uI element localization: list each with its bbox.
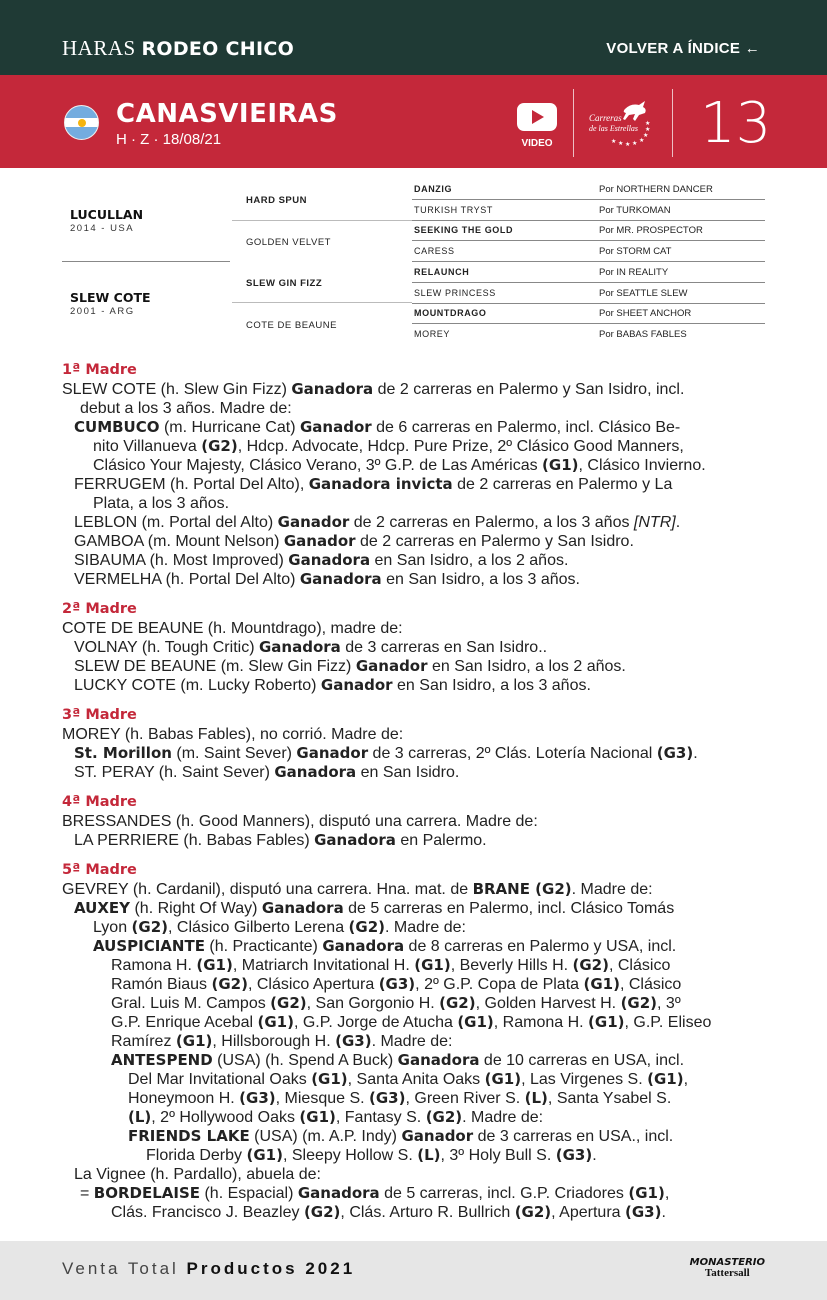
great-grandparent: MOREY (414, 329, 451, 339)
great-grandparent-sire: Por IN REALITY (599, 267, 669, 278)
text-run: Lyon (93, 919, 132, 936)
bold-text: (G2) (620, 994, 658, 1012)
sire-name: LUCULLAN (70, 207, 144, 222)
bold-text: (G2) (439, 994, 476, 1012)
text-run: SLEW COTE (h. Slew Gin Fizz) (62, 381, 292, 398)
text-run: de 3 carreras en USA., incl. (473, 1128, 674, 1145)
svg-text:★: ★ (618, 140, 624, 147)
text-run: VERMELHA (h. Portal Del Alto) (74, 571, 300, 588)
footer-text-light: Venta Total (62, 1259, 187, 1278)
grandparent: GOLDEN VELVET (246, 237, 331, 248)
bold-text: Ganadora (322, 937, 405, 955)
bold-text: (G2) (514, 1203, 552, 1221)
great-grandparent-sire: Por SHEET ANCHOR (599, 308, 692, 319)
section-title: 2ª Madre (62, 601, 137, 617)
divider (412, 199, 765, 200)
svg-text:★: ★ (645, 126, 651, 133)
text-run: , 2º G.P. Copa de Plata (415, 976, 584, 993)
text-run: , 3º Holy Bull S. (440, 1147, 556, 1164)
svg-text:★: ★ (625, 141, 631, 148)
text-run: (m. Saint Sever) (171, 745, 297, 762)
text-run: , (664, 1185, 670, 1202)
text-run: de 2 carreras en Palermo y San Isidro, incl. (373, 381, 685, 398)
bold-text: Ganadora (397, 1051, 480, 1069)
text-line (62, 657, 765, 676)
text-run: Clásico Your Majesty, Clásico Verano, 3º G.P. de Las Américas (93, 457, 543, 474)
text-run: ST. PERAY (h. Saint Sever) (74, 764, 275, 781)
text-run: en San Isidro, a los 3 años. (392, 677, 591, 694)
text-run: nito Villanueva (93, 438, 202, 455)
argentina-flag-icon (64, 105, 99, 140)
text-line (62, 475, 765, 494)
great-grandparent-sire: Por SEATTLE SLEW (599, 288, 688, 299)
section-title: 5ª Madre (62, 862, 137, 878)
text-line (62, 638, 765, 657)
text-line (62, 831, 765, 850)
text-line (62, 1184, 765, 1203)
text-run: Ramírez (111, 1033, 176, 1050)
divider (412, 303, 765, 304)
text-run: Honeymoon H. (128, 1090, 240, 1107)
text-run: de 5 carreras, incl. G.P. Criadores (379, 1185, 629, 1202)
text-run: de 8 carreras en Palermo y USA, incl. (404, 938, 677, 955)
great-grandparent-sire: Por NORTHERN DANCER (599, 184, 713, 195)
footer-text-bold: Productos 2021 (186, 1259, 356, 1278)
bold-text: Ganador (401, 1127, 474, 1145)
bold-text: (G2) (425, 1108, 463, 1126)
text-run: Plata, a los 3 años. (93, 495, 230, 512)
lot-header (0, 75, 827, 168)
text-run: , (683, 1071, 689, 1088)
divider (232, 302, 412, 303)
text-run: de 10 carreras en USA, incl. (479, 1052, 685, 1069)
bold-text: St. Morillon (74, 744, 172, 762)
bold-text: (G1) (457, 1013, 494, 1031)
bold-text: Ganador (283, 532, 356, 550)
carreras-de-las-estrellas-logo (585, 97, 657, 149)
text-run: , Hillsborough H. (212, 1033, 336, 1050)
bold-text: Ganador (320, 676, 393, 694)
text-run: , Clásico Apertura (247, 976, 379, 993)
text-run: Del Mar Invitational Oaks (128, 1071, 312, 1088)
bold-text: Ganador (296, 744, 369, 762)
divider (672, 89, 673, 157)
bold-text: ANTESPEND (111, 1051, 213, 1069)
text-line (62, 1203, 765, 1222)
bold-text: CUMBUCO (74, 418, 160, 436)
text-run: [NTR] (633, 514, 676, 531)
text-run: . (661, 1204, 666, 1221)
footer (0, 1241, 827, 1300)
footer-title (62, 1259, 355, 1279)
great-grandparent: CARESS (414, 246, 455, 256)
text-run: de 3 carreras en San Isidro.. (340, 639, 548, 656)
bold-text: Ganador (355, 657, 428, 675)
text-line (62, 1108, 765, 1127)
text-run: MOREY (h. Babas Fables), no corrió. Madre de: (62, 726, 404, 743)
text-line (62, 494, 765, 513)
grandparent: HARD SPUN (246, 195, 307, 206)
bold-text: Ganadora (288, 551, 371, 569)
text-line (62, 380, 765, 399)
text-run: , Apertura (551, 1204, 625, 1221)
section-title: 4ª Madre (62, 794, 137, 810)
text-run: = (80, 1185, 94, 1202)
divider (412, 323, 765, 324)
logo-top-text: MONASTERIO (689, 1257, 765, 1268)
bold-text: Ganadora (258, 638, 341, 656)
bold-text: FRIENDS LAKE (128, 1127, 250, 1145)
bold-text: Ganadora (297, 1184, 380, 1202)
text-run: (h. Practicante) (204, 938, 323, 955)
great-grandparent: MOUNTDRAGO (414, 308, 487, 318)
text-line (62, 1165, 765, 1184)
text-run: , G.P. Jorge de Atucha (293, 1014, 458, 1031)
text-run: SLEW DE BEAUNE (m. Slew Gin Fizz) (74, 658, 356, 675)
text-run: GEVREY (h. Cardanil), disputó una carrera. Hna. mat. de (62, 881, 473, 898)
text-line (62, 399, 765, 418)
great-grandparent-sire: Por TURKOMAN (599, 205, 671, 216)
bold-text: (G1) (311, 1070, 348, 1088)
text-run: en San Isidro. (356, 764, 460, 781)
bold-text: (L) (524, 1089, 548, 1107)
logo-bottom-text: Tattersall (704, 1267, 750, 1279)
bold-text: (G3) (378, 975, 416, 993)
bold-text: (G1) (175, 1032, 213, 1050)
grandparent: COTE DE BEAUNE (246, 320, 337, 331)
brand-light: HARAS (62, 36, 136, 60)
text-line (62, 1089, 765, 1108)
text-line (62, 956, 765, 975)
text-run: , Clásico Invierno. (578, 457, 706, 474)
bold-text: (G1) (484, 1070, 522, 1088)
divider (412, 282, 765, 283)
text-run: en San Isidro, a los 2 años. (370, 552, 569, 569)
text-run: . (675, 514, 681, 531)
text-run: Clás. Francisco J. Beazley (111, 1204, 304, 1221)
horse-name: CANASVIEIRAS (116, 99, 338, 129)
text-run: SIBAUMA (h. Most Improved) (74, 552, 289, 569)
text-run: , Matriarch Invitational H. (232, 957, 415, 974)
text-run: , Fantasy S. (335, 1109, 426, 1126)
bold-text: (G1) (583, 975, 620, 993)
text-line (62, 437, 765, 456)
text-run: . (592, 1147, 597, 1164)
bold-text: (G2) (348, 918, 386, 936)
text-line (62, 880, 765, 899)
bold-text: (G1) (257, 1013, 294, 1031)
pedigree-table (62, 180, 765, 345)
text-line (62, 899, 765, 918)
section-title: 3ª Madre (62, 707, 137, 723)
text-run: . Madre de: (571, 881, 653, 898)
divider (412, 261, 765, 262)
text-run: (h. Right Of Way) (130, 900, 262, 917)
text-run: de 6 carreras en Palermo, incl. Clásico Be- (371, 419, 681, 436)
bold-text: (G2) (303, 1203, 341, 1221)
text-line (62, 513, 765, 532)
text-run: LEBLON (m. Portal del Alto) (74, 514, 278, 531)
bold-text: (G1) (542, 456, 579, 474)
text-line (62, 418, 765, 437)
great-grandparent: SLEW PRINCESS (414, 288, 496, 298)
text-run: , 2º Hollywood Oaks (151, 1109, 300, 1126)
divider (232, 220, 412, 221)
text-run: COTE DE BEAUNE (h. Mountdrago), madre de: (62, 620, 403, 637)
bold-text: BORDELAISE (93, 1184, 201, 1202)
text-run: , Clásico (619, 976, 682, 993)
text-line (62, 725, 765, 744)
text-run: de 2 carreras en Palermo y La (452, 476, 673, 493)
text-run: (USA) (m. A.P. Indy) (249, 1128, 402, 1145)
text-line (62, 1032, 765, 1051)
great-grandparent-sire: Por STORM CAT (599, 246, 672, 257)
bold-text: Ganadora (299, 570, 382, 588)
logo-text-2: de las Estrellas (589, 124, 639, 133)
bold-text: (G1) (588, 1013, 625, 1031)
bold-text: (G3) (335, 1032, 372, 1050)
bold-text: Ganadora invicta (308, 475, 453, 493)
text-line (62, 570, 765, 589)
dam-name: SLEW COTE (70, 290, 151, 305)
dam-info: 2001 - ARG (70, 306, 135, 317)
text-run: , San Gorgonio H. (306, 995, 440, 1012)
text-line (62, 551, 765, 570)
section-title: 1ª Madre (62, 362, 137, 378)
text-run: , Golden Harvest H. (475, 995, 621, 1012)
text-run: . Madre de: (462, 1109, 544, 1126)
bold-text: (G2) (270, 994, 307, 1012)
text-run: G.P. Enrique Acebal (111, 1014, 258, 1031)
text-run: , Clásico (608, 957, 671, 974)
svg-text:★: ★ (643, 132, 649, 139)
bold-text: (G2) (211, 975, 248, 993)
logo-text-1: Carreras (589, 113, 622, 123)
text-run: de 5 carreras en Palermo, incl. Clásico Tomás (343, 900, 675, 917)
text-run: GAMBOA (m. Mount Nelson) (74, 533, 284, 550)
bold-text: (G1) (196, 956, 233, 974)
lot-number: 13 (700, 91, 772, 156)
bold-text: (G3) (369, 1089, 406, 1107)
text-run: en San Isidro, a los 3 años. (381, 571, 580, 588)
bold-text: Ganadora (274, 763, 357, 781)
text-line (62, 456, 765, 475)
text-run: (h. Espacial) (200, 1185, 298, 1202)
bold-text: AUSPICIANTE (93, 937, 205, 955)
bold-text: (G3) (656, 744, 694, 762)
text-run: , Miesque S. (275, 1090, 370, 1107)
play-icon (517, 103, 557, 131)
text-run: , Clásico Gilberto Lerena (168, 919, 349, 936)
great-grandparent: RELAUNCH (414, 267, 470, 277)
text-run: Gral. Luis M. Campos (111, 995, 271, 1012)
text-run: , Santa Ysabel S. (547, 1090, 672, 1107)
text-run: , G.P. Eliseo (624, 1014, 712, 1031)
text-run: en San Isidro, a los 2 años. (427, 658, 626, 675)
bold-text: (G1) (628, 1184, 665, 1202)
bold-text: (G2) (201, 437, 238, 455)
bold-text: BRANE (G2) (472, 880, 572, 898)
svg-text:★: ★ (645, 120, 651, 127)
bold-text: (G3) (555, 1146, 593, 1164)
bold-text: (G2) (131, 918, 169, 936)
text-run: de 3 carreras, 2º Clás. Lotería Nacional (368, 745, 657, 762)
bold-text: Ganadora (291, 380, 374, 398)
monasterio-tattersall-logo (690, 1257, 765, 1279)
text-run: de 2 carreras en Palermo y San Isidro. (355, 533, 634, 550)
great-grandparent-sire: Por MR. PROSPECTOR (599, 225, 703, 236)
text-line (62, 619, 765, 638)
text-line (62, 918, 765, 937)
brand-title (62, 36, 294, 61)
text-run: Florida Derby (146, 1147, 247, 1164)
dam-line-text (62, 361, 765, 1222)
bold-text: (G3) (239, 1089, 276, 1107)
text-line (62, 532, 765, 551)
great-grandparent: DANZIG (414, 184, 453, 194)
text-line (62, 1051, 765, 1070)
divider (412, 240, 765, 241)
brand-bold: RODEO CHICO (141, 38, 295, 60)
video-button[interactable] (517, 103, 557, 149)
text-run: , Green River S. (405, 1090, 525, 1107)
text-line (62, 975, 765, 994)
great-grandparent: TURKISH TRYST (414, 205, 493, 215)
text-run: FERRUGEM (h. Portal Del Alto), (74, 476, 309, 493)
text-line (62, 1146, 765, 1165)
text-run: , Clás. Arturo R. Bullrich (340, 1204, 515, 1221)
horse-details: H · Z · 18/08/21 (116, 131, 222, 148)
text-run: . Madre de: (371, 1033, 453, 1050)
text-run: LA PERRIERE (h. Babas Fables) (74, 832, 315, 849)
bold-text: (G3) (625, 1203, 662, 1221)
text-run: Ramona H. (111, 957, 197, 974)
text-run: . (693, 745, 698, 762)
bold-text: (L) (128, 1108, 152, 1126)
svg-text:★: ★ (639, 137, 645, 144)
text-run: en Palermo. (395, 832, 487, 849)
text-run: de 2 carreras en Palermo, a los 3 años (349, 514, 634, 531)
text-run: VOLNAY (h. Tough Critic) (74, 639, 259, 656)
text-run: , Hdcp. Advocate, Hdcp. Pure Prize, 2º Clásico Good Manners, (237, 438, 684, 455)
text-run: , Santa Anita Oaks (347, 1071, 485, 1088)
text-run: BRESSANDES (h. Good Manners), disputó una carrera. Madre de: (62, 813, 538, 830)
bold-text: (G1) (299, 1108, 336, 1126)
grandparent: SLEW GIN FIZZ (246, 278, 323, 289)
text-run: Ramón Biaus (111, 976, 212, 993)
text-line (62, 812, 765, 831)
top-bar (0, 0, 827, 75)
bold-text: Ganador (277, 513, 350, 531)
bold-text: Ganador (299, 418, 372, 436)
sire-info: 2014 - USA (70, 223, 135, 234)
great-grandparent-sire: Por BABAS FABLES (599, 329, 687, 340)
text-line (62, 994, 765, 1013)
text-run: (USA) (h. Spend A Buck) (212, 1052, 398, 1069)
text-run: (m. Hurricane Cat) (159, 419, 300, 436)
back-to-index-link[interactable]: VOLVER A ÍNDICE ← (606, 40, 760, 57)
divider (412, 220, 765, 221)
text-run: . Madre de: (385, 919, 466, 936)
text-line (62, 676, 765, 695)
text-run: La Vignee (h. Pardallo), abuela de: (74, 1166, 321, 1183)
bold-text: Ganadora (261, 899, 344, 917)
divider (62, 261, 230, 262)
text-run: , Ramona H. (493, 1014, 589, 1031)
text-run: , Beverly Hills H. (450, 957, 573, 974)
svg-text:★: ★ (611, 138, 617, 145)
bold-text: (G2) (572, 956, 609, 974)
text-line (62, 744, 765, 763)
video-label: VIDEO (521, 138, 553, 149)
text-line (62, 763, 765, 782)
bold-text: (G1) (647, 1070, 684, 1088)
great-grandparent: SEEKING THE GOLD (414, 225, 514, 235)
bold-text: (L) (417, 1146, 441, 1164)
text-line (62, 1127, 765, 1146)
bold-text: (G1) (414, 956, 451, 974)
text-run: , Sleepy Hollow S. (282, 1147, 418, 1164)
text-run: , 3º (657, 995, 681, 1012)
svg-text:★: ★ (632, 140, 638, 147)
bold-text: AUXEY (74, 899, 131, 917)
bold-text: Ganadora (314, 831, 396, 849)
divider (573, 89, 574, 157)
text-line (62, 1070, 765, 1089)
text-run: , Las Virgenes S. (521, 1071, 648, 1088)
text-line (62, 937, 765, 956)
text-line (62, 1013, 765, 1032)
text-run: LUCKY COTE (m. Lucky Roberto) (74, 677, 321, 694)
text-run: debut a los 3 años. Madre de: (80, 400, 292, 417)
bold-text: (G1) (246, 1146, 283, 1164)
